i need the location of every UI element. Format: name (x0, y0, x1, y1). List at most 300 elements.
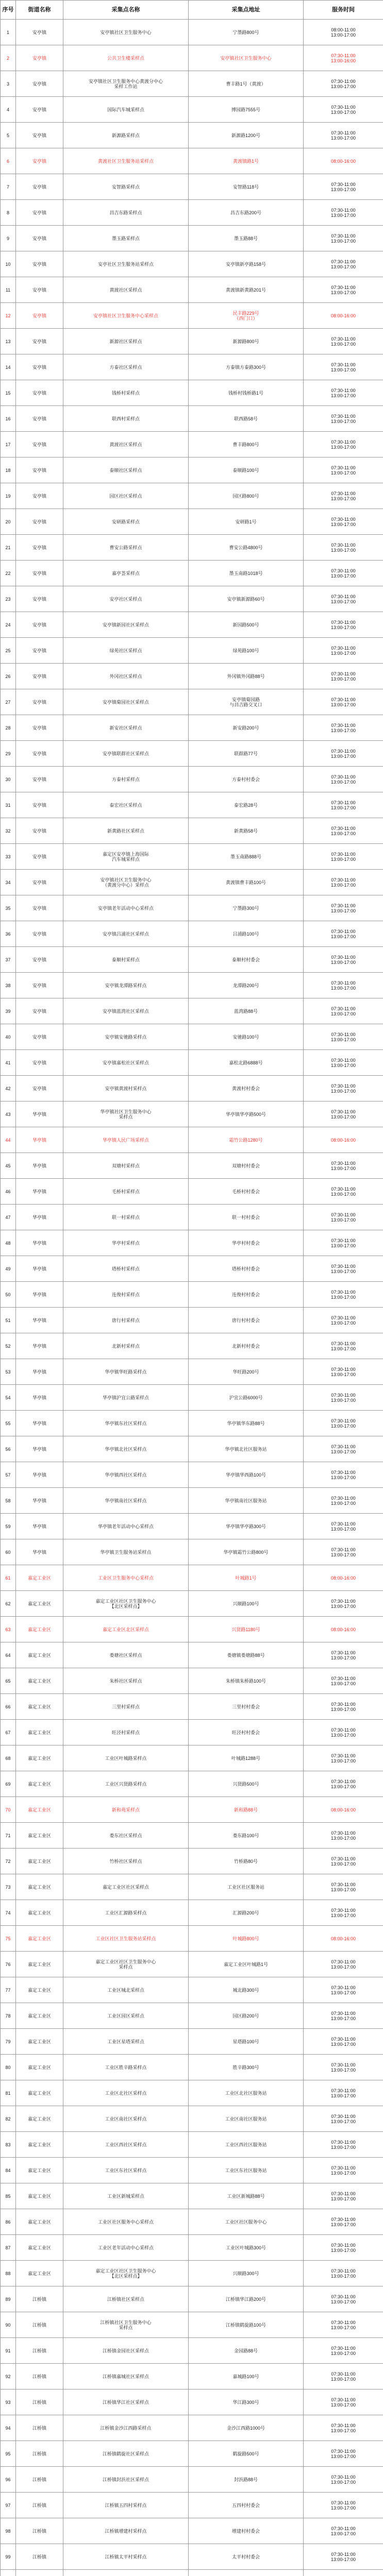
cell-time-line: 07:30-11:00 (331, 1057, 356, 1063)
cell-street: 嘉定工业区 (16, 2106, 63, 2132)
cell-point-line: 工业区兴贤路采样点 (105, 1781, 147, 1787)
cell-address-line: 工业区南社区服务站 (225, 2116, 267, 2122)
cell-time-line: 07:30-11:00 (331, 2551, 356, 2557)
table-row (1, 2261, 383, 2286)
table-row (1, 586, 383, 612)
cell-time (304, 1127, 383, 1153)
cell-street: 安亭镇 (16, 689, 63, 715)
cell-time-line: 13:00-17:00 (330, 444, 356, 450)
cell-no: 6 (1, 148, 16, 174)
cell-time (304, 303, 383, 329)
cell-address-line: 金园路88号 (234, 2348, 258, 2353)
cell-point (63, 457, 189, 483)
cell-time-line: 13:00-17:00 (330, 109, 356, 115)
cell-time-line: 07:30-11:00 (331, 387, 356, 393)
cell-address-line: 三里村村委会 (231, 1704, 260, 1709)
cell-point-line: 华亭镇北社区采样点 (105, 1446, 147, 1452)
cell-address-line: 园区路800号 (232, 493, 259, 499)
cell-time (304, 767, 383, 792)
cell-point (63, 2441, 189, 2467)
cell-point-line: 联一村采样点 (111, 1214, 140, 1220)
cell-address-line: 新安路200号 (232, 725, 259, 731)
cell-address-line: 与昌吉路交叉口 (229, 702, 262, 707)
cell-no: 67 (1, 1720, 16, 1745)
cell-no: 40 (1, 1024, 16, 1050)
cell-point-line: 工业区北社区采样点 (105, 2090, 147, 2096)
cell-time-line: 13:00-17:00 (330, 1655, 356, 1660)
table-row (1, 2106, 383, 2132)
cell-time (304, 1385, 383, 1411)
cell-street: 江桥镇 (16, 2364, 63, 2389)
cell-time-line: 07:30-11:00 (331, 1263, 356, 1269)
cell-time (304, 895, 383, 921)
cell-address (189, 1076, 304, 1101)
cell-street: 安亭镇 (16, 303, 63, 329)
cell-address (189, 1977, 304, 2003)
cell-street: 华亭镇 (16, 1179, 63, 1205)
cell-time-line: 13:00-17:00 (330, 2402, 356, 2408)
cell-time (304, 1617, 383, 1642)
cell-time (304, 2518, 383, 2544)
cell-time (304, 483, 383, 509)
cell-address (189, 2080, 304, 2106)
cell-point (63, 1256, 189, 1282)
cell-point (63, 895, 189, 921)
cell-time-line: 13:00-17:00 (330, 521, 356, 527)
cell-point-line: 泰顺社区采样点 (109, 467, 142, 473)
cell-address-line: 龙潭路200号 (232, 982, 259, 988)
cell-point-line: 江桥镇嘉城社区采样点 (102, 2374, 149, 2379)
cell-no: 30 (1, 767, 16, 792)
cell-street: 嘉定工业区 (16, 1745, 63, 1771)
cell-no: 98 (1, 2518, 16, 2544)
cell-address-line: 华亭镇华西路100号 (225, 1472, 267, 1478)
cell-address (189, 1668, 304, 1694)
cell-no: 31 (1, 792, 16, 818)
cell-point-line: 嘉定区安亭镇上海国际 (102, 851, 149, 857)
cell-no: 69 (1, 1771, 16, 1797)
table-row (1, 2183, 383, 2209)
cell-point (63, 1050, 189, 1076)
cell-address-line: 叶城路800号 (232, 1936, 259, 1941)
cell-street: 江桥镇 (16, 2286, 63, 2312)
cell-time-line: 07:30-11:00 (331, 928, 356, 934)
cell-point (63, 921, 189, 947)
cell-time (304, 1900, 383, 1926)
cell-street: 嘉定工业区 (16, 1771, 63, 1797)
cell-point (63, 715, 189, 741)
cell-address-line: 旺泾村村委会 (231, 1730, 260, 1735)
cell-address-line: 曹安公路4800号 (229, 545, 263, 550)
table-row (1, 1849, 383, 1874)
cell-time (304, 1308, 383, 1333)
table-row (1, 380, 383, 406)
cell-address-line: 工业区东社区服务站 (225, 2167, 267, 2173)
cell-point (63, 148, 189, 174)
cell-point-line: 联西村采样点 (111, 416, 140, 421)
cell-time-line: 07:30-11:00 (331, 800, 356, 805)
cell-time-line: 07:30-11:00 (331, 1778, 356, 1784)
cell-point-line: 三里村采样点 (111, 1704, 140, 1709)
cell-point (63, 2080, 189, 2106)
cell-street: 江桥镇 (16, 2415, 63, 2441)
cell-address (189, 2286, 304, 2312)
cell-point-line: 双塘村采样点 (111, 1163, 140, 1168)
cell-address (189, 329, 304, 354)
cell-point-line: 新黄路社区采样点 (107, 828, 144, 834)
cell-address-line: 塔桥村村委会 (231, 1266, 260, 1272)
cell-time-line: 07:30-11:00 (331, 2010, 356, 2016)
cell-point (63, 1694, 189, 1720)
cell-time-line: 13:00-17:00 (330, 2041, 356, 2047)
cell-point (63, 947, 189, 973)
cell-address (189, 844, 304, 870)
cell-point-line: 工业区星塔采样点 (107, 2039, 144, 2044)
cell-time-line: 13:00-17:00 (330, 2325, 356, 2330)
cell-street: 华亭镇 (16, 1411, 63, 1436)
cell-address-line: 安亭镇菊园路 (231, 697, 260, 702)
cell-point (63, 1179, 189, 1205)
cell-time-line: 08:00-16:00 (330, 1626, 356, 1632)
cell-street: 嘉定工业区 (16, 1668, 63, 1694)
table-row (1, 1024, 383, 1050)
cell-no: 16 (1, 406, 16, 432)
cell-street: 安亭镇 (16, 148, 63, 174)
cell-address-line: 嘉城路100号 (232, 2374, 259, 2379)
table-row (1, 1179, 383, 1205)
cell-street: 江桥镇 (16, 2441, 63, 2467)
cell-time-line: 07:30-11:00 (331, 1547, 356, 1552)
cell-point (63, 174, 189, 200)
table-row (1, 1668, 383, 1694)
cell-point (63, 97, 189, 123)
cell-time-line: 07:30-11:00 (331, 1675, 356, 1681)
cell-time-line: 13:00-17:00 (330, 470, 356, 476)
cell-address (189, 1900, 304, 1926)
table-row (1, 123, 383, 148)
table-row (1, 1462, 383, 1488)
cell-address-line: 工业区新城路88号 (227, 2193, 265, 2199)
cell-point (63, 251, 189, 277)
table-row (1, 1900, 383, 1926)
cell-point (63, 2312, 189, 2338)
table-body (1, 20, 383, 2576)
table-row (1, 2312, 383, 2338)
cell-address-line: 墨玉南路888号 (230, 854, 262, 859)
cell-point-line: 黄渡社区卫生服务站采样点 (97, 158, 154, 164)
cell-time-line: 13:00-17:00 (330, 2505, 356, 2511)
cell-address-line: 方泰村村委会 (231, 776, 260, 782)
cell-address-line: 工业区社区服务站 (227, 1884, 264, 1890)
cell-address-line: 鹤旋路500号 (232, 2451, 259, 2456)
cell-time (304, 973, 383, 998)
cell-time-line: 07:30-11:00 (331, 284, 356, 290)
cell-time (304, 947, 383, 973)
cell-no: 7 (1, 174, 16, 200)
table-row (1, 1488, 383, 1514)
cell-time (304, 1282, 383, 1308)
cell-point (63, 2518, 189, 2544)
cell-street: 华亭镇 (16, 1514, 63, 1539)
cell-time (304, 1359, 383, 1385)
cell-address-line: 毛桥村村委会 (231, 1189, 260, 1194)
cell-address (189, 1256, 304, 1282)
cell-time-line: 13:00-17:00 (330, 1320, 356, 1326)
cell-street: 安亭镇 (16, 767, 63, 792)
cell-point-line: 华亭镇社区卫生服务中心 (100, 1109, 152, 1114)
cell-street: 嘉定工业区 (16, 1797, 63, 1823)
header-address: 采集点地址 (189, 1, 304, 20)
cell-time-line: 13:00-17:00 (330, 1912, 356, 1918)
cell-no: 87 (1, 2235, 16, 2261)
cell-address-line: 泰宏路28号 (234, 802, 258, 808)
cell-point-line: 安亭镇黄渡村采样点 (105, 1086, 147, 1091)
cell-address (189, 2261, 304, 2286)
cell-no: 41 (1, 1050, 16, 1076)
cell-time-line: 13:00-17:00 (330, 1165, 356, 1171)
cell-time-line: 07:30-11:00 (331, 748, 356, 754)
cell-address (189, 1617, 304, 1642)
cell-no: 70 (1, 1797, 16, 1823)
cell-time-line: 07:30-11:00 (331, 568, 356, 573)
cell-street: 江桥镇 (16, 2389, 63, 2415)
cell-no: 97 (1, 2493, 16, 2518)
cell-time (304, 1101, 383, 1127)
cell-point-line: 墨玉路采样点 (111, 235, 140, 241)
cell-point-line: 安亭社区采样点 (109, 596, 142, 602)
cell-address (189, 123, 304, 148)
cell-time-line: 07:30-11:00 (331, 1418, 356, 1423)
cell-street: 华亭镇 (16, 1539, 63, 1565)
cell-street: 江桥镇 (16, 2493, 63, 2518)
cell-address (189, 741, 304, 767)
cell-street: 安亭镇 (16, 1024, 63, 1050)
cell-address (189, 2183, 304, 2209)
cell-time-line: 13:00-17:00 (330, 831, 356, 836)
table-row (1, 2055, 383, 2080)
cell-point-line: 安亭镇社区卫生服务中心采样点 (93, 313, 158, 318)
cell-no: 32 (1, 818, 16, 844)
cell-point-line: 华亭村采样点 (111, 1240, 140, 1246)
cell-time-line: 07:30-11:00 (331, 1238, 356, 1243)
cell-time-line: 13:00-17:00 (330, 1706, 356, 1712)
cell-address (189, 767, 304, 792)
cell-time (304, 71, 383, 97)
cell-point (63, 2467, 189, 2493)
cell-address-line: 宁墨路300号 (232, 905, 259, 911)
cell-street: 安亭镇 (16, 226, 63, 251)
cell-no: 35 (1, 895, 16, 921)
cell-address (189, 2003, 304, 2029)
cell-time-line: 13:00-17:00 (330, 882, 356, 888)
cell-no: 42 (1, 1076, 16, 1101)
cell-point (63, 1952, 189, 1977)
cell-address-line: 安亭镇新源路60号 (227, 596, 265, 602)
cell-street: 安亭镇 (16, 664, 63, 689)
cell-point-line: 采样点 (119, 1964, 133, 1970)
cell-point (63, 1668, 189, 1694)
cell-time-line: 13:00-17:00 (330, 624, 356, 630)
cell-address (189, 1024, 304, 1050)
cell-address-line: 沪宜公路6000号 (229, 1395, 263, 1400)
cell-point-line: 外冈社区采样点 (109, 673, 142, 679)
cell-time (304, 2106, 383, 2132)
table-row (1, 2158, 383, 2183)
cell-time-line: 13:00-17:00 (330, 2299, 356, 2304)
cell-time-line: 07:30-11:00 (331, 722, 356, 728)
cell-point-line: 嘉定工业区社区卫生服务中心 (95, 2268, 156, 2274)
cell-time-line: 13:00-17:00 (330, 650, 356, 656)
cell-address (189, 2364, 304, 2389)
cell-no: 54 (1, 1385, 16, 1411)
cell-address-line: 娄塘镇娄塘路88号 (227, 1652, 265, 1658)
cell-time (304, 2544, 383, 2570)
cell-point (63, 2286, 189, 2312)
cell-address-line: 五四村村委会 (231, 2502, 260, 2508)
cell-no: 83 (1, 2132, 16, 2158)
cell-address-line: 联群路77号 (234, 751, 258, 756)
cell-point (63, 71, 189, 97)
table-row (1, 1050, 383, 1076)
cell-time-line: 07:30-11:00 (331, 207, 356, 213)
cell-address-line: 新源路800号 (232, 338, 259, 344)
cell-street: 华亭镇 (16, 1205, 63, 1230)
cell-no: 51 (1, 1308, 16, 1333)
cell-point (63, 2029, 189, 2055)
cell-point (63, 2364, 189, 2389)
table-row (1, 818, 383, 844)
table-row (1, 2286, 383, 2312)
cell-time-line: 07:30-11:00 (331, 516, 356, 522)
cell-time-line: 13:00-17:00 (330, 1217, 356, 1223)
cell-point-line: 江桥镇金园社区采样点 (102, 2348, 149, 2353)
table-row (1, 2209, 383, 2235)
cell-no: 27 (1, 689, 16, 715)
cell-time-line: 07:30-11:00 (331, 1366, 356, 1372)
cell-time-line: 07:30-11:00 (331, 233, 356, 239)
cell-address (189, 2389, 304, 2415)
cell-no: 76 (1, 1952, 16, 1977)
cell-point-line: 娄东社区采样点 (109, 1833, 142, 1838)
table-row (1, 45, 383, 71)
cell-no: 34 (1, 870, 16, 895)
cell-time-line: 07:30-11:00 (331, 645, 356, 651)
cell-address (189, 1797, 304, 1823)
cell-time-line: 07:30-11:00 (331, 1985, 356, 1990)
cell-no: 62 (1, 1591, 16, 1617)
cell-point (63, 2183, 189, 2209)
cell-point (63, 612, 189, 638)
cell-street: 安亭镇 (16, 71, 63, 97)
cell-no: 90 (1, 2312, 16, 2338)
cell-no: 36 (1, 921, 16, 947)
cell-address-line: 霜竹公路1280号 (229, 1137, 263, 1143)
cell-time (304, 1462, 383, 1488)
table-row (1, 457, 383, 483)
cell-point-line: 江桥镇封浜社区采样点 (102, 2477, 149, 2482)
cell-address-line: 外冈镇外冈路88号 (227, 673, 265, 679)
cell-time (304, 432, 383, 457)
table-row (1, 895, 383, 921)
table-row (1, 1591, 383, 1617)
cell-no: 24 (1, 612, 16, 638)
cell-point-line: 工业区南社区采样点 (105, 2116, 147, 2122)
cell-no: 77 (1, 1977, 16, 2003)
cell-address (189, 2338, 304, 2364)
table-row (1, 947, 383, 973)
cell-street: 华亭镇 (16, 1153, 63, 1179)
cell-street: 安亭镇 (16, 277, 63, 303)
table-row (1, 303, 383, 329)
cell-address-line: 华亭村村委会 (231, 1240, 260, 1246)
cell-address (189, 2570, 304, 2576)
cell-address (189, 1411, 304, 1436)
cell-time-line: 07:30-11:00 (331, 1289, 356, 1295)
table-row (1, 689, 383, 715)
cell-no: 71 (1, 1823, 16, 1849)
cell-time-line: 13:00-17:00 (330, 599, 356, 604)
cell-time-line: 13:00-17:00 (330, 83, 356, 89)
cell-point (63, 1514, 189, 1539)
cell-point (63, 509, 189, 535)
cell-street: 安亭镇 (16, 174, 63, 200)
cell-time (304, 1230, 383, 1256)
cell-address (189, 870, 304, 895)
cell-time (304, 1205, 383, 1230)
cell-address-line: 黄渡村村委会 (231, 1086, 260, 1091)
cell-time-line: 07:30-11:00 (331, 1650, 356, 1655)
cell-address-line: 联西路58号 (234, 416, 258, 421)
cell-street: 华亭镇 (16, 1436, 63, 1462)
cell-time-line: 07:30-11:00 (331, 1006, 356, 1011)
cell-address (189, 1308, 304, 1333)
cell-address-line: 兴顺路300号 (232, 2270, 259, 2276)
cell-time-line: 07:30-11:00 (331, 1160, 356, 1166)
cell-street: 安亭镇 (16, 586, 63, 612)
cell-street: 华亭镇 (16, 1462, 63, 1488)
cell-no: 4 (1, 97, 16, 123)
cell-time (304, 741, 383, 767)
cell-street: 安亭镇 (16, 123, 63, 148)
cell-point-line: 嘉亭荟采样点 (111, 570, 140, 576)
cell-point (63, 2389, 189, 2415)
cell-no: 13 (1, 329, 16, 354)
table-row (1, 612, 383, 638)
cell-time (304, 1797, 383, 1823)
cell-point-line: 安研路采样点 (111, 519, 140, 524)
table-row (1, 148, 383, 174)
cell-address-line: 钱桥村钱桥路1号 (228, 390, 263, 396)
cell-point-line: 安亭镇社区卫生服务中心 (100, 29, 152, 35)
cell-street: 华亭镇 (16, 1127, 63, 1153)
cell-no: 74 (1, 1900, 16, 1926)
cell-address-line: 昌吉东路200号 (230, 210, 262, 215)
cell-time-line: 13:00-17:00 (330, 187, 356, 192)
cell-time-line: 13:00-17:00 (330, 2479, 356, 2485)
cell-address (189, 380, 304, 406)
cell-point (63, 20, 189, 45)
cell-no: 39 (1, 998, 16, 1024)
cell-no: 85 (1, 2183, 16, 2209)
cell-no: 60 (1, 1539, 16, 1565)
cell-time (304, 226, 383, 251)
cell-street: 安亭镇 (16, 792, 63, 818)
cell-street: 嘉定工业区 (16, 2080, 63, 2106)
cell-time-line: 13:00-17:00 (330, 2119, 356, 2124)
cell-point (63, 1539, 189, 1565)
cell-time-line: 08:00-16:00 (330, 313, 356, 318)
cell-point-line: 新源路采样点 (111, 132, 140, 138)
